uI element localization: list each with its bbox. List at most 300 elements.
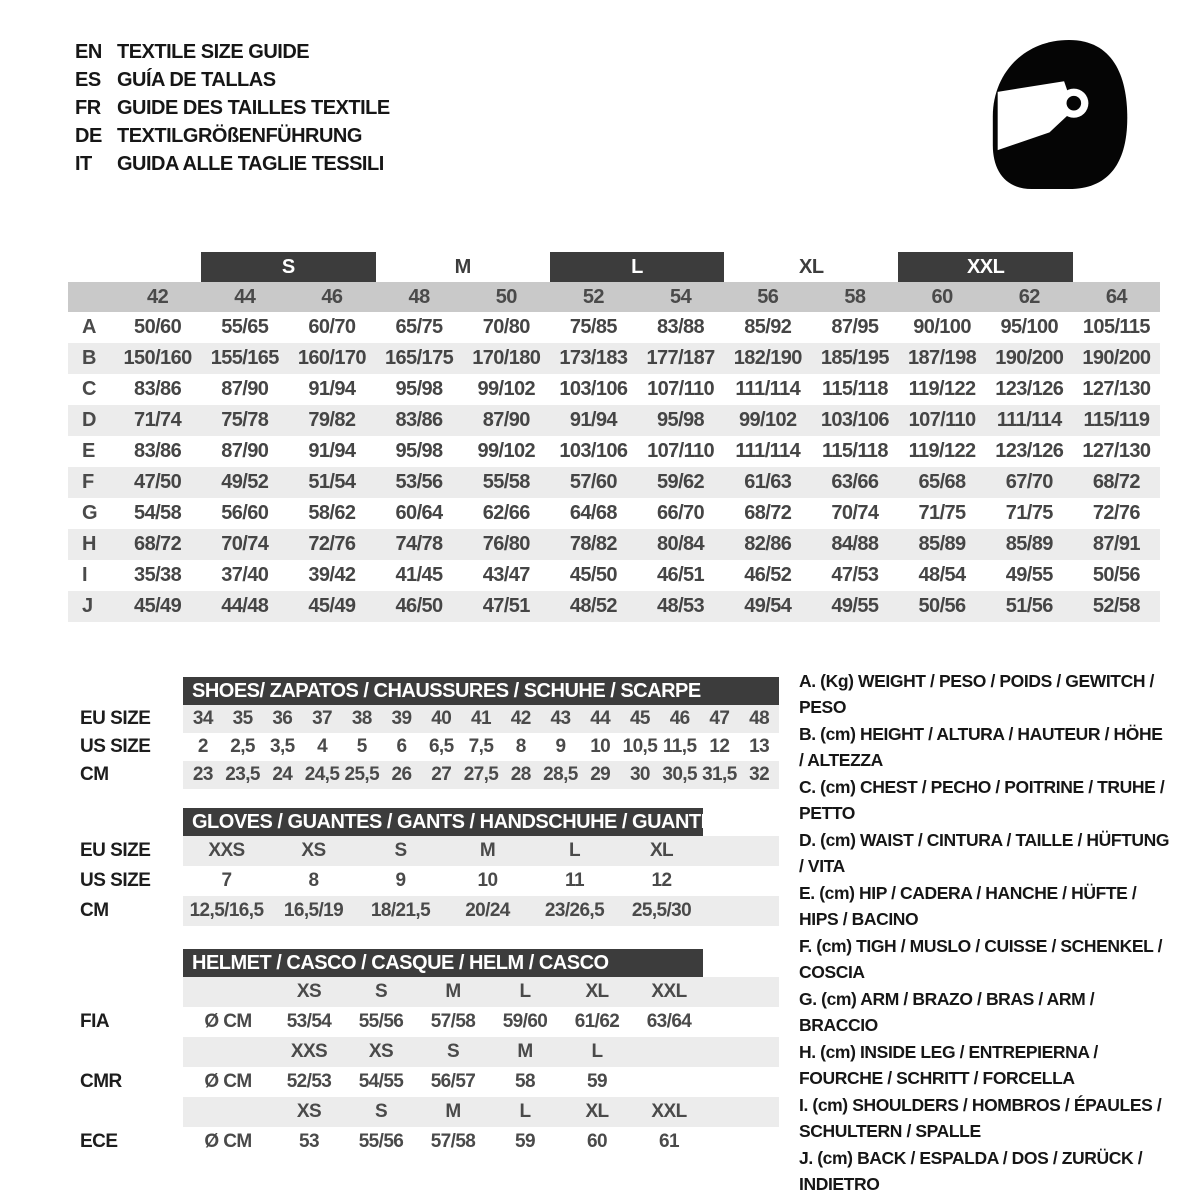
size-value: 54/58 [134,502,182,524]
shoes-value: 5 [356,736,367,757]
gloves-values [183,896,779,926]
helmet-section [68,949,788,1157]
gloves-value: 7 [221,870,232,891]
legend-item: G. (cm) ARM / BRAZO / BRAS / ARM / BRACCIO [799,989,1095,1035]
size-value: 52/58 [1092,595,1140,617]
size-value: 70/74 [221,533,269,555]
size-value: 127/130 [1082,378,1151,400]
size-value: 111/114 [735,378,801,400]
language-code: FR [75,96,101,119]
gloves-value: XXS [208,840,245,861]
shoes-value: 29 [590,764,611,785]
size-column-header: 62 [1018,285,1040,308]
size-column-header: 54 [670,285,692,308]
size-table-row-a [68,312,1160,343]
helmet-value: 53/54 [286,1011,332,1032]
gloves-value: 16,5/19 [283,900,344,921]
size-value: 35/38 [134,564,182,586]
helmet-value: 59/60 [502,1011,548,1032]
shoes-section [68,677,788,789]
shoes-value: 26 [391,764,412,785]
size-value: 50/60 [134,316,182,338]
size-band-xl: XL [799,255,824,278]
helmet-size: XXL [651,1101,687,1122]
size-value: 39/42 [308,564,356,586]
row-label [68,1037,183,1067]
size-value: 46/50 [395,595,443,617]
shoes-value: 12 [709,736,730,757]
language-code: EN [75,40,102,63]
size-value: 37/40 [221,564,269,586]
shoes-value: 27 [431,764,452,785]
size-table-row-d [68,405,1160,436]
size-value: 76/80 [482,533,530,555]
size-column-header: 58 [844,285,866,308]
gloves-value: XL [649,840,674,861]
legend-item: F. (cm) TIGH / MUSLO / CUISSE / SCHENKEL / COSCIA [799,936,1163,982]
helmet-sizes-row [68,977,788,1007]
size-value: 190/200 [995,347,1064,369]
size-value: 72/76 [308,533,356,555]
helmet-sizes [183,977,779,1007]
size-value: 68/72 [744,502,792,524]
size-value: 47/53 [831,564,879,586]
size-value: 87/90 [482,409,530,431]
helmet-sizes-row [68,1037,788,1067]
size-value: 127/130 [1082,440,1151,462]
gloves-value: 20/24 [465,900,510,921]
row-label: US SIZE [80,870,151,891]
size-value: 50/56 [918,595,966,617]
size-value: 85/92 [744,316,792,338]
size-band-s: S [201,252,375,282]
language-title: GUIDA ALLE TAGLIE TESSILI [117,152,384,175]
shoes-value: 6,5 [428,736,454,757]
gloves-section-title: GLOVES / GUANTES / GANTS / HANDSCHUHE / GUANTI [183,808,703,836]
row-letter: F [82,471,94,493]
helmet-value: 53 [299,1131,319,1152]
size-value: 150/160 [123,347,192,369]
size-value: 46/51 [657,564,705,586]
row-letter: I [82,564,87,586]
standard-label: CMR [80,1071,122,1092]
row-letter: G [82,502,97,524]
helmet-value: 54/55 [358,1071,404,1092]
size-value: 63/66 [831,471,879,493]
row-label [68,1097,183,1127]
helmet-values [183,1067,779,1097]
helmet-value: 57/58 [430,1131,476,1152]
language-title: TEXTILE SIZE GUIDE [117,40,310,63]
size-value: 66/70 [657,502,705,524]
helmet-value: 58 [515,1071,535,1092]
size-column-header: 52 [582,285,604,308]
gloves-value: 18/21,5 [370,900,431,921]
helmet-value: 59 [515,1131,535,1152]
shoes-value: 13 [749,736,770,757]
size-table-row-f [68,467,1160,498]
size-value: 79/82 [308,409,356,431]
shoes-value: 3,5 [270,736,295,757]
language-code: ES [75,68,101,91]
size-value: 111/114 [996,409,1062,431]
helmet-size: S [374,981,388,1002]
helmet-value-row [68,1067,788,1097]
size-column-header: 48 [408,285,430,308]
size-value: 49/55 [831,595,879,617]
size-value: 85/89 [1005,533,1053,555]
helmet-sizes [183,1097,779,1127]
legend-item: A. (Kg) WEIGHT / PESO / POIDS / GEWITCH / PESO [799,671,1154,717]
legend-list [799,668,1171,1198]
helmet-value: 57/58 [430,1011,476,1032]
size-value: 60/64 [395,502,443,524]
gloves-value: 23/26,5 [544,900,605,921]
helmet-size: S [374,1101,388,1122]
size-value: 83/86 [134,378,182,400]
shoes-value: 43 [550,708,571,729]
size-value: 91/94 [308,440,356,462]
shoes-value: 47 [709,708,730,729]
helmet-size: XXS [290,1041,328,1062]
shoes-value: 2,5 [230,736,255,757]
size-value: 75/85 [569,316,617,338]
row-letter: B [82,347,96,369]
size-table-row-i [68,560,1160,591]
size-table-row-h [68,529,1160,560]
helmet-rows [68,977,788,1157]
helmet-sizes-row [68,1097,788,1127]
shoes-row [68,705,788,733]
size-value: 78/82 [569,533,617,555]
size-value: 75/78 [221,409,269,431]
legend-item: E. (cm) HIP / CADERA / HANCHE / HÜFTE / HIPS / BACINO [799,883,1137,929]
size-rows [68,312,1160,622]
size-value: 103/106 [559,378,628,400]
size-value: 107/110 [908,409,976,431]
helmet-size: M [445,981,461,1002]
size-value: 173/183 [559,347,628,369]
size-value: 70/74 [831,502,879,524]
size-value: 91/94 [308,378,356,400]
gloves-row [68,866,788,896]
racing-helmet-icon [975,32,1137,197]
size-value: 87/90 [221,378,269,400]
shoes-row [68,761,788,789]
size-value: 95/100 [1000,316,1059,338]
language-code: DE [75,124,102,147]
helmet-value: 59 [587,1071,607,1092]
size-value: 71/74 [134,409,182,431]
size-value: 83/86 [134,440,182,462]
language-title: GUÍA DE TALLAS [117,68,276,91]
helmet-size: L [591,1041,603,1062]
helmet-size: S [446,1041,460,1062]
size-value: 103/106 [559,440,628,462]
unit-label: Ø CM [204,1071,252,1092]
helmet-value: 55/56 [358,1131,404,1152]
size-value: 65/75 [395,316,443,338]
size-table-row-c [68,374,1160,405]
language-code: IT [75,152,92,175]
size-value: 155/165 [210,347,279,369]
size-value: 48/52 [569,595,617,617]
helmet-sizes [183,1037,779,1067]
shoes-value: 34 [192,708,213,729]
legend-item: J. (cm) BACK / ESPALDA / DOS / ZURÜCK / INDIETRO [799,1148,1143,1194]
size-value: 41/45 [395,564,443,586]
size-column-header: 60 [931,285,953,308]
helmet-value: 61/62 [574,1011,620,1032]
language-row [75,122,390,150]
size-value: 190/200 [1082,347,1151,369]
size-value: 99/102 [477,440,536,462]
size-column-header: 56 [757,285,779,308]
size-value: 56/60 [221,502,269,524]
language-row [75,38,390,66]
size-column-header: 46 [321,285,343,308]
helmet-size: M [445,1101,461,1122]
standard-label: FIA [80,1011,110,1032]
gloves-value: 25,5/30 [631,900,692,921]
legend-item: C. (cm) CHEST / PECHO / POITRINE / TRUHE / PETTO [799,777,1165,823]
size-value: 83/88 [657,316,705,338]
row-letter: A [82,316,96,338]
shoes-value: 46 [669,708,690,729]
size-value: 43/47 [482,564,530,586]
shoes-values [183,705,779,733]
row-letter: J [82,595,93,617]
size-value: 45/50 [569,564,617,586]
gloves-value: L [568,840,580,861]
shoes-value: 35 [232,708,253,729]
row-label: EU SIZE [80,708,151,729]
language-row [75,150,390,178]
shoes-value: 37 [312,708,333,729]
size-value: 119/122 [908,440,976,462]
size-value: 84/88 [831,533,879,555]
size-column-header: 64 [1105,285,1127,308]
size-column-header: 42 [147,285,169,308]
shoes-value: 30,5 [662,764,697,785]
size-value: 91/94 [569,409,617,431]
size-value: 170/180 [472,347,541,369]
unit-label: Ø CM [204,1131,252,1152]
shoes-value: 23 [192,764,213,785]
shoes-value: 9 [555,736,566,757]
size-value: 71/75 [918,502,966,524]
size-bands-row [68,252,1160,282]
size-value: 95/98 [395,378,443,400]
helmet-values [183,1007,779,1037]
size-value: 177/187 [646,347,715,369]
size-value: 55/65 [221,316,269,338]
shoes-value: 38 [351,708,372,729]
size-value: 64/68 [569,502,617,524]
size-value: 68/72 [134,533,182,555]
size-value: 48/54 [918,564,966,586]
size-value: 187/198 [908,347,977,369]
shoes-value: 44 [590,708,611,729]
size-value: 105/115 [1082,316,1150,338]
helmet-value: 63/64 [646,1011,692,1032]
language-title: GUIDE DES TAILLES TEXTILE [117,96,390,119]
corner-cell [68,282,114,312]
size-value: 44/48 [221,595,269,617]
helmet-size: L [519,1101,531,1122]
shoes-value: 23,5 [225,764,260,785]
gloves-value: 10 [477,870,498,891]
helmet-size: XS [296,981,322,1002]
size-value: 58/62 [308,502,356,524]
row-label: US SIZE [80,736,151,757]
size-value: 55/58 [482,471,530,493]
shoes-value: 2 [197,736,208,757]
size-column-header: 44 [234,285,256,308]
size-value: 107/110 [647,440,715,462]
helmet-value: 61 [659,1131,679,1152]
helmet-value: 56/57 [430,1071,476,1092]
helmet-value-row [68,1127,788,1157]
gloves-value: S [394,840,407,861]
size-value: 49/54 [744,595,792,617]
size-value: 87/90 [221,440,269,462]
size-table-row-b [68,343,1160,374]
shoes-values [183,761,779,789]
helmet-size: XS [296,1101,322,1122]
gloves-value: XS [301,840,326,861]
size-value: 51/56 [1005,595,1053,617]
size-value: 80/84 [657,533,705,555]
shoes-value: 10 [590,736,611,757]
size-value: 65/68 [918,471,966,493]
shoes-value: 25,5 [344,764,380,785]
size-value: 53/56 [395,471,443,493]
shoes-value: 28,5 [543,764,578,785]
size-value: 111/114 [735,440,801,462]
size-value: 165/175 [385,347,454,369]
gloves-value: 9 [395,870,406,891]
size-value: 74/78 [395,533,443,555]
shoes-value: 6 [396,736,407,757]
legend-item: D. (cm) WAIST / CINTURA / TAILLE / HÜFTUNG / VITA [799,830,1170,876]
language-title: TEXTILGRÖßENFÜHRUNG [117,124,362,147]
shoes-value: 10,5 [622,736,658,757]
textile-size-table [68,252,1160,622]
size-value: 49/52 [221,471,269,493]
helmet-section-title: HELMET / CASCO / CASQUE / HELM / CASCO [183,949,703,977]
size-value: 87/91 [1092,533,1140,555]
gloves-section [68,808,788,926]
size-value: 83/86 [395,409,443,431]
size-value: 90/100 [913,316,971,338]
legend-item: B. (cm) HEIGHT / ALTURA / HAUTEUR / HÖHE / ALTEZZA [799,724,1163,770]
size-value: 59/62 [657,471,705,493]
size-value: 67/70 [1005,471,1053,493]
shoes-value: 27,5 [463,764,499,785]
helmet-size: XL [585,1101,609,1122]
size-band-m: M [454,255,471,278]
size-value: 123/126 [995,440,1064,462]
size-value: 45/49 [308,595,356,617]
language-row [75,66,390,94]
helmet-value-row [68,1007,788,1037]
size-value: 51/54 [308,471,356,493]
shoes-section-title: SHOES/ ZAPATOS / CHAUSSURES / SCHUHE / SCARPE [183,677,779,705]
row-letter: H [82,533,96,555]
gloves-value: 8 [308,870,319,891]
size-value: 160/170 [297,347,366,369]
gloves-value: 11 [565,870,584,891]
gloves-value: 12 [651,870,672,891]
helmet-value: 60 [587,1131,607,1152]
size-value: 99/102 [477,378,536,400]
size-band-l: L [550,252,724,282]
gloves-value: M [479,840,496,861]
shoes-value: 48 [749,708,770,729]
shoes-value: 36 [272,708,293,729]
gloves-values [183,866,779,896]
shoes-rows [68,705,788,789]
shoes-row [68,733,788,761]
row-label: CM [80,900,109,921]
size-table-row-j [68,591,1160,622]
gloves-values [183,836,779,866]
helmet-value: 52/53 [286,1071,332,1092]
unit-label: Ø CM [204,1011,252,1032]
size-band-xxl: XXL [898,252,1072,282]
row-label [68,977,183,1007]
legend-item: H. (cm) INSIDE LEG / ENTREPIERNA / FOURCHE / SCHRITT / FORCELLA [799,1042,1098,1088]
helmet-size: L [519,981,531,1002]
size-value: 72/76 [1092,502,1140,524]
size-value: 46/52 [744,564,792,586]
size-value: 115/119 [1083,409,1150,431]
size-value: 50/56 [1092,564,1140,586]
shoes-value: 24,5 [304,764,340,785]
legend-item: I. (cm) SHOULDERS / HOMBROS / ÉPAULES / SCHULTERN / SPALLE [799,1095,1162,1141]
gloves-value: 12,5/16,5 [189,900,264,921]
shoes-value: 7,5 [468,736,494,757]
shoes-value: 45 [629,708,650,729]
shoes-value: 30 [629,764,650,785]
row-label: CM [80,764,109,785]
size-value: 70/80 [482,316,530,338]
gloves-row [68,836,788,866]
row-letter: C [82,378,96,400]
shoes-value: 4 [317,736,328,757]
shoes-value: 41 [471,708,491,729]
shoes-value: 39 [391,708,412,729]
size-value: 47/51 [482,595,530,617]
size-value: 95/98 [657,409,705,431]
size-value: 57/60 [569,471,617,493]
shoes-value: 32 [749,764,770,785]
size-table-row-e [68,436,1160,467]
shoes-value: 8 [515,736,526,757]
size-value: 62/66 [482,502,530,524]
size-value: 68/72 [1092,471,1140,493]
shoes-value: 11,5 [662,736,697,757]
language-list [75,38,390,178]
standard-label: ECE [80,1131,118,1152]
helmet-value: 55/56 [358,1011,404,1032]
size-column-header: 50 [495,285,517,308]
size-value: 49/55 [1005,564,1053,586]
helmet-size: XXL [651,981,687,1002]
row-label: EU SIZE [80,840,151,861]
size-value: 85/89 [918,533,966,555]
